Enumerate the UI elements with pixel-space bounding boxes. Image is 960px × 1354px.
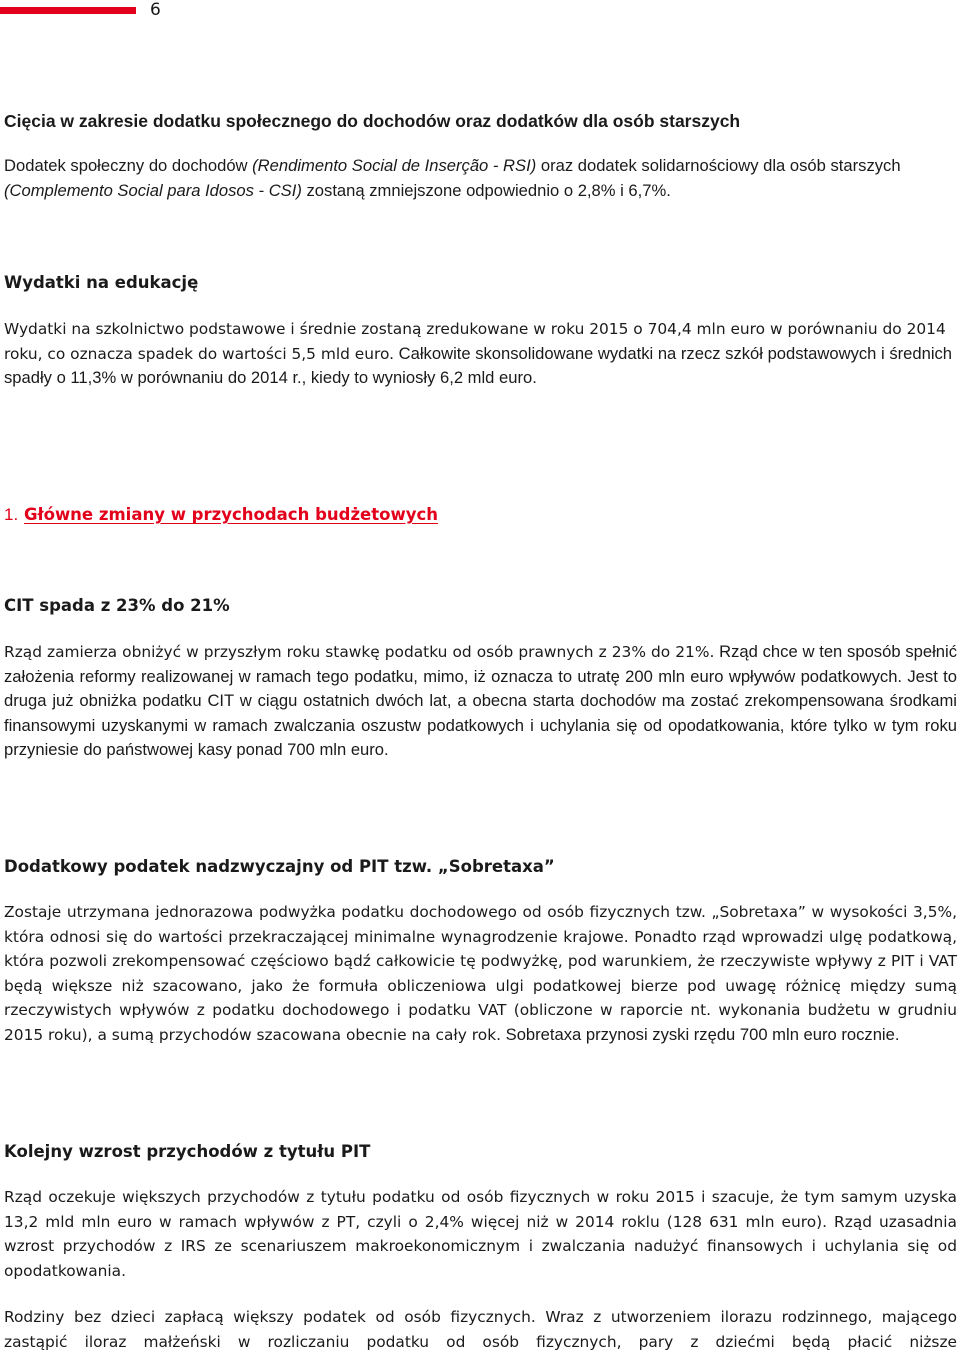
paragraph: [4, 640, 957, 763]
paragraph: Rząd oczekuje większych przychodów z tytułu podatku od osób fizycznych w roku 2015 i szacuje, że tym samym uzyska 13,2 mld mln euro w ramach wpływów z PT, czyli o 2,4% więcej niż w 2014 roklu (128 631 mln euro). Rząd uzasadnia wzrost przychodów z IRS ze scenariuszem makroekonomicznym i zwalczania nadużyć finansowych i uchylania się od opodatkowania.: [4, 1188, 957, 1280]
section-social-benefits-body: [4, 154, 957, 203]
paragraph: [4, 317, 957, 391]
section-heading: Dodatkowy podatek nadzwyczajny od PIT tzw. „Sobretaxa”: [4, 857, 555, 876]
text-run: Wydatki na szkolnictwo podstawowe i średnie zostaną zredukowane w roku 2015 o 704,4 mln euro w porównaniu do 2014 roku, co oznacza spadek do wartości 5,5 mld euro.: [4, 320, 946, 363]
italic-term: (Rendimento Social de Inserção - RSI): [252, 156, 537, 175]
text-run: Dodatek społeczny do dochodów: [4, 156, 253, 175]
page-header: [0, 0, 960, 30]
text-run: zostaną zmniejszone odpowiednio o 2,8% i 6,7%.: [301, 180, 671, 200]
section-pit-body-2: [4, 1305, 957, 1354]
paragraph: [4, 154, 957, 203]
section-sobretaxa: [4, 855, 957, 879]
section-sobretaxa-body: [4, 900, 957, 1048]
section-pit: [4, 1140, 957, 1164]
section-number: 1.: [4, 505, 19, 524]
section-education: [4, 271, 957, 295]
text-run: Zostaje utrzymana jednorazowa podwyżka podatku dochodowego od osób fizycznych tzw. „Sobretaxa” w wysokości 3,5%, która odnosi się do wartości przekraczającej minimalne wynagrodzenie krajowe. Ponadto rząd wprowadzi ulgę podatkową, która pozwoli zrekompensować częściowo bądź całkowicie tę podwyżkę, pod warunkiem, że rzeczywiste wpływy z PIT i VAT będą większe niż szacowano, jako że formuła obliczeniowa ulgi podatkowej bierze pod uwagę różnicę między sumą rzeczywistych wpływów z podatku dochodowego i podatku VAT (obliczone w raporcie nt. wykonania budżetu w grudniu 2015 roku), a sumą przychodów szacowana obecnie na cały rok.: [4, 903, 957, 1044]
section-cit-body: [4, 640, 957, 763]
section-heading: Wydatki na edukację: [4, 273, 199, 292]
section-education-body: [4, 317, 957, 391]
text-run: Sobretaxa przynosi zyski rzędu 700 mln euro rocznie.: [501, 1024, 900, 1044]
page-number: 6: [150, 0, 161, 20]
section-pit-body: [4, 1185, 957, 1283]
italic-term: (Complemento Social para Idosos - CSI): [4, 180, 302, 200]
section-social-benefits: [4, 109, 957, 133]
text-run: Rząd chce w ten sposób spełnić założenia reformy realizowanej w ramach tego podatku, mimo, iż oznacza to utratę 200 mln euro wpływów podatkowych. Jest to druga już obniżka podatku CIT w ciągu ostatnich dwóch lat, a obecna starta dochodów ma zostać zrekompensowana środkami finansowymi uzyskanymi w ramach zwalczania oszustw podatkowych i uchylania się od opodatkowania, które tylko w tym roku przyniesie do państwowej kasy ponad 700 mln euro.: [4, 642, 957, 760]
text-run: oraz dodatek solidarnościowy dla osób starszych: [536, 156, 901, 175]
section-revenue-changes: [4, 503, 957, 527]
section-title-link[interactable]: Główne zmiany w przychodach budżetowych: [23, 505, 438, 524]
section-cit: [4, 594, 957, 618]
header-red-bar: [0, 7, 136, 14]
text-run: Rząd zamierza obniżyć w przyszłym roku stawkę podatku od osób prawnych z 23% do 21%.: [4, 643, 715, 661]
section-heading: CIT spada z 23% do 21%: [4, 596, 230, 615]
section-heading: Cięcia w zakresie dodatku społecznego do dochodów oraz dodatków dla osób starszych: [4, 111, 741, 131]
paragraph: Rodziny bez dzieci zapłacą większy podatek od osób fizycznych. Wraz z utworzeniem ilorazu rodzinnego, mającego zastąpić iloraz małżeński w rozliczaniu podatku od osób fizycznych, pary z dziećmi będą płacić niższe: [4, 1308, 957, 1351]
section-heading: Kolejny wzrost przychodów z tytułu PIT: [4, 1142, 371, 1161]
paragraph: [4, 900, 957, 1048]
section-heading-red: [4, 503, 957, 527]
text-run: Całkowite skonsolidowane wydatki na rzecz szkół podstawowych i średnich spadły o 11,3% w porównaniu do 2014 r., kiedy to wyniosły 6,2 mld euro.: [4, 343, 953, 388]
